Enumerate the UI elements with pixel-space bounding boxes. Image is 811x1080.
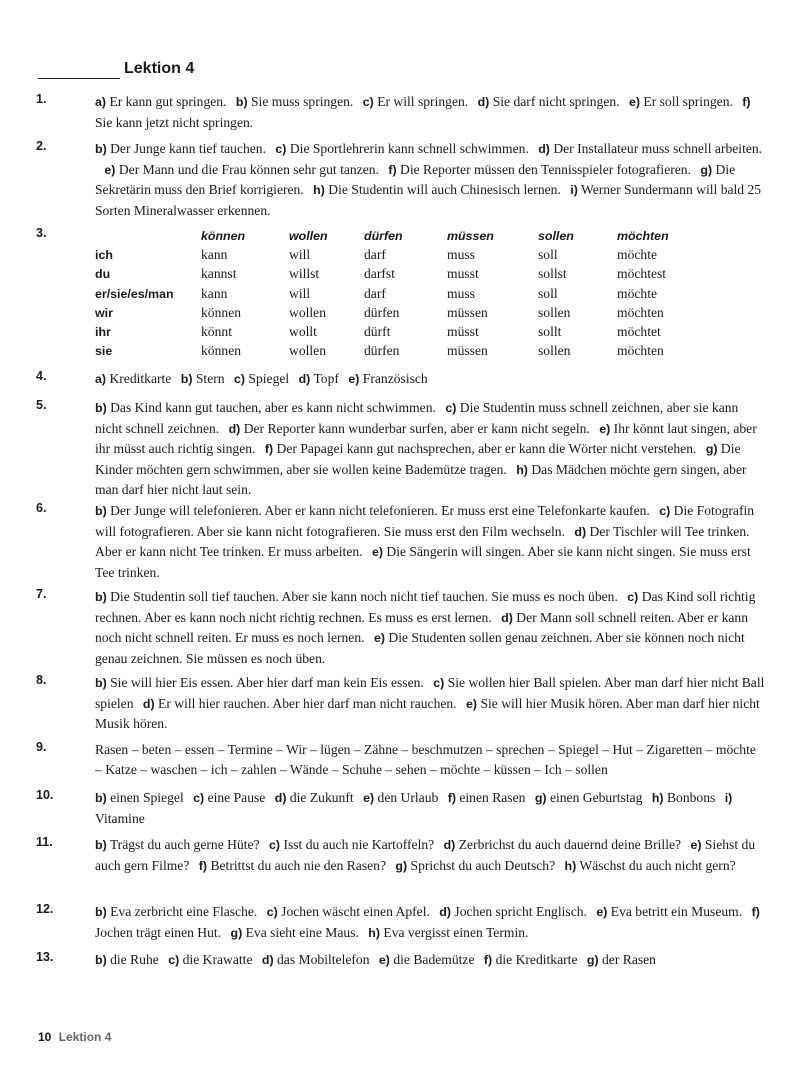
answer-label: d) (261, 953, 274, 967)
answer-text: Werner Sundermann will bald 25 Sorten Mineralwasser erkennen. (95, 182, 762, 218)
exercise-12 (36, 902, 766, 943)
verb-form-cell: dürft (364, 324, 391, 340)
answer-label: e) (690, 838, 702, 852)
answer-label: d) (477, 95, 490, 109)
answer-label: c) (233, 372, 245, 386)
verb-form-cell: willst (289, 266, 320, 282)
exercise-10 (36, 788, 766, 828)
exercise-body (95, 788, 766, 828)
answer-label: c) (659, 504, 671, 518)
answer-label: e) (104, 162, 116, 177)
verb-form-cell: möchtet (617, 324, 661, 340)
exercise-number: 3. (36, 226, 47, 240)
verb-form-cell: möchte (617, 285, 658, 301)
column-header: dürfen (364, 228, 403, 243)
footer-lesson: Lektion 4 (58, 1030, 112, 1044)
exercise-number: 1. (36, 92, 47, 106)
answer-text: Siehst du auch gern Filme? (95, 837, 756, 873)
answer-text: Eva vergisst einen Termin. (383, 924, 529, 940)
answer-text: Der Tischler will Tee trinken. Aber er kann nicht Tee trinken. Er muss arbeiten. (95, 523, 750, 560)
answer-text: Die Fotografin will fotografieren. Aber sie kann nicht fotografieren. Sie muss erst den Film wechseln. (95, 503, 755, 539)
exercise-number: 13. (36, 950, 54, 964)
answer-label: f) (751, 905, 760, 919)
verb-form-cell: möchtest (617, 266, 667, 282)
exercise-number: 10. (36, 788, 54, 802)
answer-text: Jochen wäscht einen Apfel. (281, 904, 430, 919)
answer-text: den Urlaub (377, 790, 439, 805)
exercise-number: 11. (36, 835, 53, 849)
answer-text: Die Studentin will auch Chinesisch lernen. (328, 182, 561, 198)
exercise-body (95, 587, 766, 668)
answer-text: Betrittst du auch nie den Rasen? (210, 857, 386, 873)
exercise-body (95, 92, 766, 132)
answer-label: c) (362, 95, 374, 109)
answer-label: h) (516, 462, 528, 477)
verb-form-cell: sollen (538, 343, 571, 359)
verb-form-cell: wollt (289, 324, 317, 340)
answer-text: Das Mädchen möchte gern singen, aber man darf hier nicht laut sein. (95, 461, 747, 498)
exercise-body (95, 139, 766, 220)
answer-text: einen Rasen (459, 790, 526, 805)
table-row (95, 303, 697, 322)
exercise-body (95, 673, 766, 734)
verb-form-cell: wollen (289, 343, 326, 359)
verb-form-cell: möchte (617, 246, 658, 262)
verb-form-cell: kann (201, 246, 228, 262)
exercise-body (95, 902, 766, 943)
table-row (95, 322, 697, 341)
answer-text: Die Studentin soll tief tauchen. Aber sie kann noch nicht tief tauchen. Sie muss es noch üben. (110, 589, 618, 604)
verb-form-cell: darfst (364, 266, 395, 282)
exercise-1 (36, 92, 766, 132)
verb-form-cell: muss (447, 285, 475, 301)
pronoun-cell: er/sie/es/man (95, 286, 174, 301)
verb-form-cell: möchten (617, 304, 664, 320)
answer-label: b) (95, 953, 107, 967)
exercise-number: 8. (36, 673, 47, 687)
exercise-11 (36, 835, 766, 876)
verb-form-cell: musst (447, 266, 479, 282)
answer-label: d) (142, 696, 155, 711)
answer-label: h) (368, 925, 380, 940)
answer-text: Spiegel (248, 371, 290, 386)
answer-label: c) (433, 676, 445, 690)
answer-text: Trägst du auch gerne Hüte? (109, 837, 260, 852)
exercise-body (95, 398, 766, 500)
answer-label: g) (586, 953, 599, 967)
answer-text: Stern (195, 371, 225, 386)
verb-form-cell: darf (364, 285, 386, 301)
answer-label: c) (193, 791, 205, 805)
answer-text: Er will springen. (377, 94, 469, 109)
answer-label: d) (228, 421, 241, 436)
answer-text: Rasen – beten – essen – Termine – Wir – lügen – Zähne – beschmutzen – sprechen – Spiegel – Hut – Zigaretten – möchte – Katze – waschen – ich – zahlen – Wände – Schuhe – sehen – möchte – küssen – Ich – sollen (95, 742, 756, 777)
answer-text: die Bademütze (393, 952, 475, 967)
verb-form-cell: dürfen (364, 304, 400, 320)
exercise-number: 9. (36, 740, 47, 754)
verb-form-cell: will (289, 246, 311, 262)
table-row (95, 284, 697, 303)
answer-text: Die Sängerin will singen. Aber sie kann nicht singen. Sie muss erst Tee trinken. (95, 544, 751, 580)
verb-form-cell: will (289, 285, 311, 301)
answer-text: Isst du auch nie Kartoffeln? (283, 837, 435, 852)
answer-label: e) (363, 791, 375, 805)
answer-label: e) (371, 545, 383, 560)
answer-label: b) (95, 590, 107, 604)
exercise-2 (36, 139, 766, 220)
answer-text: Wäschst du auch nicht gern? (579, 857, 736, 873)
verb-form-cell: sollt (538, 324, 562, 340)
answer-label: a) (95, 372, 107, 386)
exercise-body (95, 835, 766, 876)
answer-text: Ihr könnt laut singen, aber ihr müsst auch richtig singen. (95, 420, 757, 457)
answer-label: c) (269, 838, 281, 852)
verb-form-cell: möchten (617, 343, 664, 359)
exercise-4 (36, 369, 766, 390)
answer-text: Sie darf nicht springen. (492, 94, 620, 109)
column-header: sollen (538, 228, 574, 243)
answer-text: Sie wollen hier Ball spielen. Aber man darf hier nicht Ball spielen (95, 675, 765, 711)
answer-text: Bonbons (666, 790, 716, 805)
column-header: wollen (289, 228, 328, 243)
answer-text: Zerbrichst du auch dauernd deine Brille? (458, 837, 682, 852)
answer-text: Der Mann soll schnell reiten. Aber er kann noch nicht schnell reiten. Er muss es noch lernen. (95, 609, 749, 646)
answer-text: Der Papagei kann gut nachsprechen, aber er kann die Wörter nicht verstehen. (276, 441, 697, 457)
column-header: können (201, 228, 246, 243)
answer-text: Die Sekretärin muss den Brief korrigieren. (95, 161, 736, 198)
exercise-number: 7. (36, 587, 47, 601)
answer-label: f) (742, 95, 751, 109)
answer-label: h) (564, 858, 577, 873)
answer-label: f) (483, 953, 493, 967)
answer-text: Eva betritt ein Museum. (610, 904, 743, 919)
exercise-number: 2. (36, 139, 47, 153)
answer-text: Die Reporter müssen den Tennisspieler fotografieren. (400, 161, 692, 177)
answer-text: die Krawatte (182, 952, 253, 967)
verb-form-cell: müsst (447, 324, 479, 340)
answer-label: d) (274, 791, 287, 805)
verb-form-cell: wollen (289, 304, 326, 320)
answer-text: Der Mann und die Frau können sehr gut tanzen. (118, 161, 379, 177)
exercise-5 (36, 398, 766, 500)
answer-label: h) (313, 183, 325, 198)
answer-label: d) (298, 372, 311, 386)
verb-form-cell: können (201, 343, 242, 359)
answer-text: Französisch (362, 371, 428, 386)
answer-text: der Rasen (602, 952, 656, 967)
verb-form-cell: müssen (447, 343, 488, 359)
table-row (95, 245, 697, 264)
answer-text: Der Junge kann tief tauchen. (110, 141, 266, 156)
column-header: möchten (617, 228, 669, 243)
pronoun-cell: ihr (95, 325, 111, 340)
page-title: Lektion 4 (124, 60, 195, 77)
table-row (95, 265, 697, 284)
verb-form-cell: müssen (447, 304, 488, 320)
exercise-body (95, 501, 766, 582)
answer-label: d) (574, 524, 587, 539)
verb-form-cell: können (201, 304, 242, 320)
answer-text: eine Pause (207, 790, 266, 805)
answer-label: b) (180, 372, 193, 386)
exercise-8 (36, 673, 766, 734)
title-rule (38, 78, 120, 79)
answer-label: f) (388, 162, 397, 177)
answer-text: Sie kann jetzt nicht springen. (95, 114, 254, 130)
pronoun-cell: du (95, 267, 111, 282)
answer-text: Die Kinder möchten gern schwimmen, aber sie wollen keine Bademütze tragen. (95, 441, 741, 477)
answer-text: einen Spiegel (110, 790, 184, 805)
exercise-number: 5. (36, 398, 47, 412)
verb-form-cell: sollst (538, 266, 567, 282)
answer-text: Topf (313, 371, 339, 386)
answer-text: die Zukunft (289, 790, 354, 805)
answer-label: d) (439, 905, 451, 919)
answer-label: c) (275, 142, 287, 156)
answer-label: f) (447, 791, 456, 805)
answer-label: e) (466, 696, 478, 711)
answer-text: Er will hier rauchen. Aber hier darf man nicht rauchen. (158, 695, 457, 711)
answer-label: c) (445, 401, 457, 415)
answer-label: b) (95, 791, 107, 805)
verb-form-cell: sollen (538, 304, 571, 320)
answer-text: Eva zerbricht eine Flasche. (110, 904, 258, 919)
answer-text: die Ruhe (110, 952, 159, 967)
answer-text: Sie will hier Eis essen. Aber hier darf man kein Eis essen. (110, 675, 424, 690)
answer-text: Jochen trägt einen Hut. (95, 924, 222, 940)
answer-text: Sie will hier Musik hören. Aber man darf hier nicht Musik hören. (95, 695, 760, 732)
answer-label: b) (95, 142, 107, 156)
answer-label: b) (95, 905, 107, 919)
answer-text: Eva sieht eine Maus. (245, 924, 359, 940)
answer-label: e) (378, 953, 390, 967)
exercise-number: 12. (36, 902, 54, 916)
answer-text: Er kann gut springen. (109, 94, 227, 109)
exercise-body (95, 369, 766, 390)
answer-text: Sprichst du auch Deutsch? (410, 857, 556, 873)
table-row (95, 342, 697, 361)
exercise-number: 4. (36, 369, 47, 383)
answer-text: Der Installateur muss schnell arbeiten. (553, 141, 763, 156)
verb-form-cell: darf (364, 246, 386, 262)
page-number: 10 (38, 1030, 52, 1044)
answer-label: c) (627, 590, 639, 604)
pronoun-cell: sie (95, 344, 113, 359)
answer-text: Sie muss springen. (251, 94, 354, 109)
answer-label: i) (724, 791, 733, 805)
answer-label: g) (700, 162, 713, 177)
verb-form-cell: muss (447, 246, 475, 262)
answer-label: b) (95, 504, 107, 518)
answer-label: d) (443, 838, 456, 852)
answer-label: h) (651, 791, 664, 805)
answer-label: g) (534, 791, 547, 805)
answer-label: b) (95, 838, 107, 852)
answer-label: d) (501, 610, 513, 625)
verb-form-cell: soll (538, 246, 558, 262)
answer-label: a) (95, 95, 107, 109)
answer-label: e) (373, 631, 385, 646)
exercise-9 (36, 740, 766, 779)
answer-text: Das Kind soll richtig rechnen. Aber es kann noch nicht richtig rechnen. Es muss es erst lernen. (95, 589, 756, 625)
answer-text: einen Geburtstag (549, 790, 643, 805)
answer-label: e) (599, 421, 611, 436)
answer-text: Er soll springen. (643, 94, 733, 109)
exercise-body (95, 740, 766, 779)
answer-label: g) (395, 858, 408, 873)
exercise-number: 6. (36, 501, 47, 515)
answer-label: f) (264, 442, 274, 457)
answer-text: Jochen spricht Englisch. (454, 904, 587, 919)
verb-form-cell: könnt (201, 324, 232, 340)
column-header: müssen (447, 228, 494, 243)
verb-form-cell: soll (538, 285, 558, 301)
answer-text: Vitamine (95, 810, 145, 826)
verb-form-cell: kann (201, 285, 228, 301)
answer-label: e) (628, 95, 640, 109)
answer-label: b) (95, 676, 107, 690)
answer-label: g) (230, 925, 243, 940)
answer-text: das Mobiltelefon (277, 952, 370, 967)
exercise-7 (36, 587, 766, 668)
answer-label: b) (235, 95, 248, 109)
answer-text: Der Junge will telefonieren. Aber er kann nicht telefonieren. Er muss erst eine Telefonkarte kaufen. (110, 503, 650, 518)
answer-text: Das Kind kann gut tauchen, aber es kann nicht schwimmen. (110, 400, 436, 415)
verb-form-cell: dürfen (364, 343, 400, 359)
answer-text: Kreditkarte (109, 371, 172, 386)
exercise-body (95, 950, 766, 971)
answer-label: c) (266, 905, 278, 919)
pronoun-cell: wir (95, 305, 113, 320)
pronoun-cell: ich (95, 247, 113, 262)
answer-label: g) (705, 442, 718, 457)
answer-label: c) (168, 953, 180, 967)
answer-label: i) (570, 183, 578, 198)
table-header-row (95, 226, 697, 245)
answer-label: e) (596, 905, 608, 919)
answer-label: d) (538, 142, 550, 156)
page-footer (38, 1030, 111, 1044)
answer-label: f) (198, 858, 208, 873)
modal-verb-conjugation-table (95, 226, 697, 361)
exercise-13 (36, 950, 766, 971)
answer-text: Die Sportlehrerin kann schnell schwimmen. (289, 141, 529, 156)
exercise-6 (36, 501, 766, 582)
answer-label: b) (95, 401, 107, 415)
answer-label: e) (348, 372, 360, 386)
verb-form-cell: kannst (201, 266, 237, 282)
answer-text: Die Studenten sollen genau zeichnen. Aber sie können noch nicht genau zeichnen. Sie müssen es noch üben. (95, 630, 745, 666)
answer-text: die Kreditkarte (495, 952, 578, 967)
answer-text: Der Reporter kann wunderbar surfen, aber er kann nicht segeln. (243, 420, 590, 436)
answer-text: Die Studentin muss schnell zeichnen, aber sie kann nicht schnell zeichnen. (95, 400, 739, 436)
